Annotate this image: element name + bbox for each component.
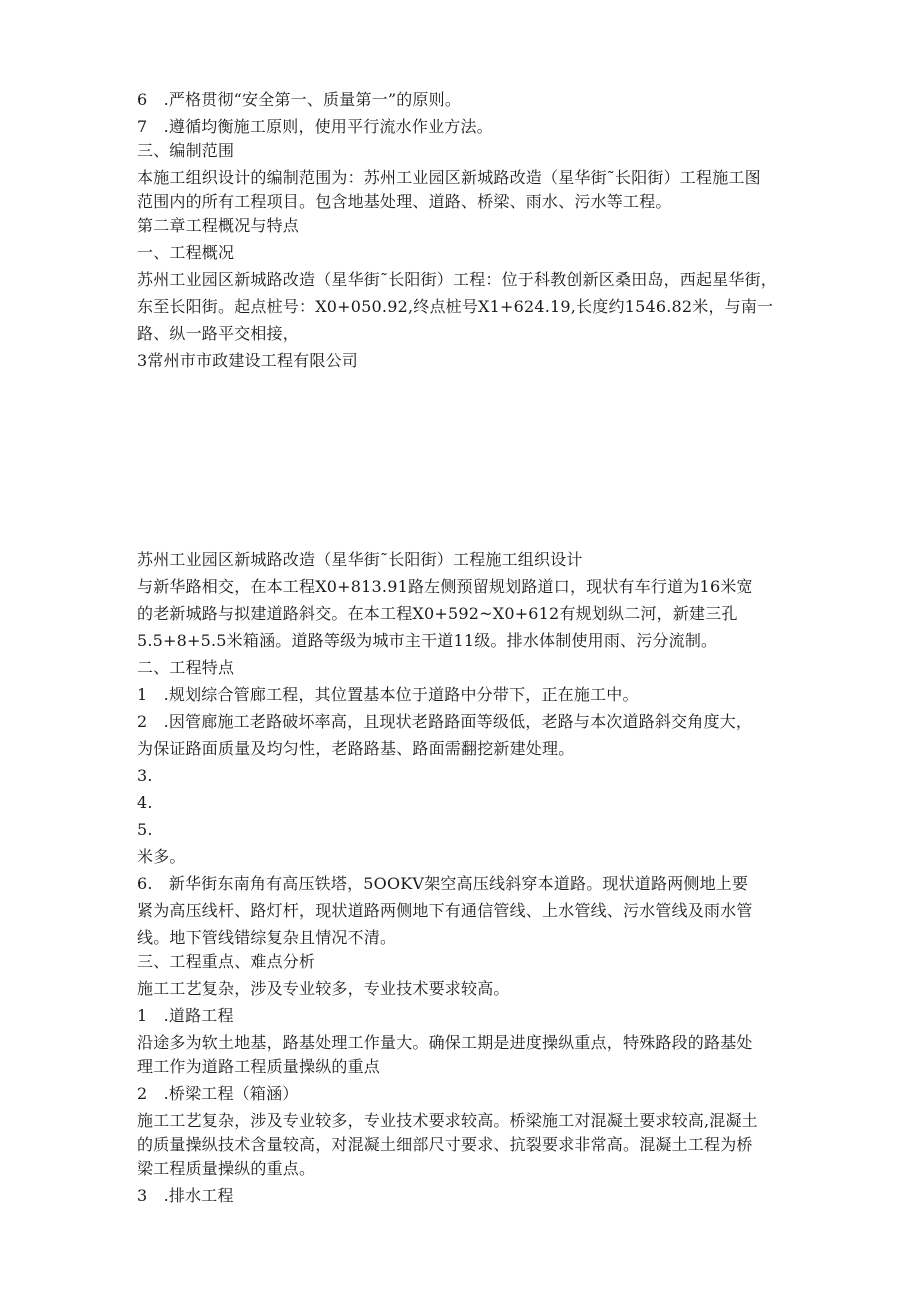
list-item-feature-3: 3.: [137, 766, 153, 785]
list-item-principle-7: 7 .遵循均衡施工原则，使用平行流水作业方法。: [137, 117, 493, 136]
list-item-feature-5: 5.: [137, 820, 153, 839]
paragraph-line: 理工作为道路工程质量操纵的重点: [137, 1057, 381, 1076]
paragraph-line: 施工工艺复杂，涉及专业较多，专业技术要求较高。: [137, 979, 510, 998]
paragraph-line: 梁工程质量操纵的重点。: [137, 1159, 316, 1178]
paragraph-line: 的老新城路与拟建道路斜交。在本工程X0+592~X0+612有规划纵二河，新建三孔: [137, 604, 738, 623]
list-item-feature-4: 4.: [137, 793, 153, 812]
paragraph-line: 紧为高压线杆、路灯杆，现状道路两侧地下有通信管线、上水管线、污水管线及雨水管: [137, 901, 753, 920]
paragraph-line: 东至长阳街。起点桩号：X0+050.92,终点桩号X1+624.19,长度约1546.82米，与南一: [137, 297, 774, 316]
list-item-feature-1: 1 .规划综合管廊工程，其位置基本位于道路中分带下，正在施工中。: [137, 685, 639, 704]
paragraph-line: 线。地下管线错综复杂且情况不清。: [137, 928, 397, 947]
list-item-drainage: 3 .排水工程: [137, 1186, 234, 1205]
paragraph-line: 沿途多为软土地基，路基处理工作量大。确保工期是进度操纵重点，特殊路段的路基处: [137, 1033, 753, 1052]
heading-scope: 三、编制范围: [137, 141, 235, 160]
chapter-heading: 第二章工程概况与特点: [137, 216, 300, 235]
page-section-bottom: [137, 548, 787, 1208]
heading-features: 二、工程特点: [137, 658, 235, 677]
paragraph-line: 路、纵一路平交相接，: [137, 324, 300, 343]
paragraph-line: 施工工艺复杂，涉及专业较多，专业技术要求较高。桥梁施工对混凝土要求较高,混凝土: [137, 1111, 758, 1130]
paragraph-line: 为保证路面质量及均匀性，老路路基、路面需翻挖新建处理。: [137, 739, 575, 758]
heading-overview: 一、工程概况: [137, 243, 235, 262]
paragraph-line: 米多。: [137, 847, 186, 866]
list-item-feature-6: 6. 新华街东南角有高压铁塔，5OOKV架空高压线斜穿本道路。现状道路两侧地上要: [137, 874, 749, 893]
page-footer: 3常州市市政建设工程有限公司: [137, 351, 358, 370]
paragraph-line: 范围内的所有工程项目。包含地基处理、道路、桥梁、雨水、污水等工程。: [137, 192, 672, 211]
page-header: 苏州工业园区新城路改造（星华街˜长阳街）工程施工组织设计: [137, 550, 583, 569]
list-item-feature-2: 2 .因管廊施工老路破坏率高，且现状老路路面等级低，老路与本次道路斜交角度大，: [137, 712, 753, 731]
paragraph-line: 苏州工业园区新城路改造（星华街˜长阳街）工程：位于科教创新区桑田岛，西起星华街，: [137, 270, 778, 289]
paragraph-line: 与新华路相交，在本工程X0+813.91路左侧预留规划路道口，现状有车行道为16米宽: [137, 577, 753, 596]
paragraph-line: 本施工组织设计的编制范围为：苏州工业园区新城路改造（星华街˜长阳街）工程施工图: [137, 168, 761, 187]
list-item-bridge: 2 .桥梁工程（箱涵）: [137, 1084, 299, 1103]
heading-key-points: 三、工程重点、难点分析: [137, 952, 316, 971]
list-item-road: 1 .道路工程: [137, 1006, 234, 1025]
list-item-principle-6: 6 .严格贯彻“安全第一、质量第一”的原则。: [137, 90, 462, 109]
paragraph-line: 5.5+8+5.5米箱涵。道路等级为城市主干道11级。排水体制使用雨、污分流制。: [137, 631, 718, 650]
paragraph-line: 的质量操纵技术含量较高，对混凝土细部尺寸要求、抗裂要求非常高。混凝土工程为桥: [137, 1135, 753, 1154]
page-section-top: [137, 88, 787, 373]
